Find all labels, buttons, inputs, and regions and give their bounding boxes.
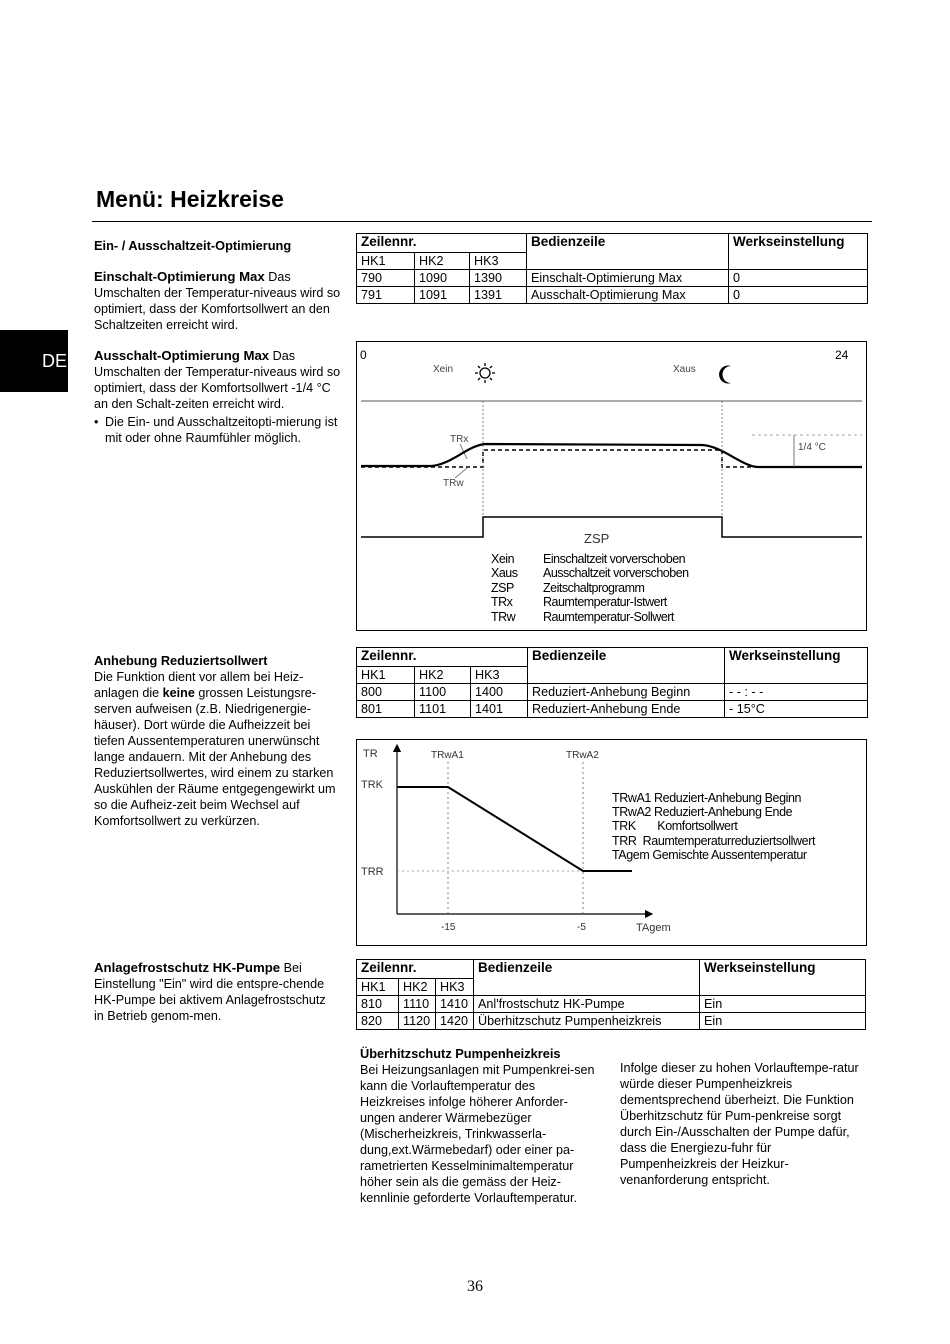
ausschalt-paragraph [94, 348, 344, 412]
legend-text: Einschaltzeit vorverschoben [543, 552, 686, 566]
cell-hk3: 1410 [436, 996, 474, 1013]
reduction-curve [397, 787, 632, 871]
reduction-emphasis: keine [162, 686, 195, 700]
legend-item: TRK Komfortsollwert [612, 819, 738, 833]
header-werkseinstellung: Werkseinstellung [729, 234, 868, 270]
overheat-paragraph-1: Bei Heizungsanlagen mit Pumpenkrei-sen kann die Vorlauftemperatur des Heizkreises infolge höherer Anforder-ungen anderer Wärmebezüger (Mischerheizkreis, Trinkwasserla-dung,ext.Wärmebedarf) oder einer pa-rametrierten Kesselminimaltemperatur höher sein als die gemäss der Heiz-kennlinie geforderte Vorlauftemperatur. [360, 1063, 595, 1205]
cell-line: Reduziert-Anhebung Beginn [528, 684, 725, 701]
trw-pointer [455, 468, 467, 478]
header-hk3: HK3 [436, 979, 474, 996]
zsp-label: ZSP [584, 531, 610, 546]
trw-label: TRw [443, 478, 464, 489]
cell-default: 0 [729, 270, 868, 287]
legend-text: Raumtemperatur-Sollwert [543, 610, 674, 624]
legend-item: TRwA2 Reduziert-Anhebung Ende [612, 805, 793, 819]
reduction-paragraph [94, 669, 344, 829]
reduction-legend [612, 791, 816, 862]
frost-table [356, 959, 866, 1030]
einschalt-term: Einschalt-Optimierung Max [94, 269, 265, 284]
cell-hk2: 1091 [415, 287, 470, 304]
header-hk2: HK2 [415, 667, 471, 684]
cell-hk3: 1391 [470, 287, 527, 304]
header-bedienzeile: Bedienzeile [527, 234, 729, 270]
tr-label: TR [363, 748, 378, 760]
tagem-label: TAgem [636, 922, 671, 934]
axis-start-label: 0 [360, 348, 367, 362]
trk-label: TRK [361, 779, 383, 791]
overheat-heading: Überhitzschutz Pumpenheizkreis [360, 1046, 561, 1061]
cell-line: Einschalt-Optimierung Max [527, 270, 729, 287]
optimization-heading: Ein- / Ausschaltzeit-Optimierung [94, 238, 292, 253]
table-row [357, 270, 868, 287]
frost-description: Bei Einstellung "Ein" wird die entspre-chende HK-Pumpe bei aktivem Anlagefrostschutz in Betrieb genom-men. [94, 961, 326, 1023]
reduction-heading: Anhebung Reduziertsollwert [94, 653, 268, 668]
header-zeilennr: Zeilennr. [357, 234, 527, 253]
reduction-diagram-svg [357, 740, 866, 945]
xein-label: Xein [433, 364, 454, 375]
optimization-diagram-svg [357, 342, 866, 630]
optimization-diagram [356, 341, 867, 631]
header-hk2: HK2 [399, 979, 436, 996]
header-hk2: HK2 [415, 253, 470, 270]
cell-line: Anl'frostschutz HK-Pumpe [474, 996, 700, 1013]
tick-minus15: -15 [441, 922, 456, 933]
cell-hk3: 1401 [471, 701, 528, 718]
table-row [357, 996, 866, 1013]
ausschalt-description: Das Umschalten der Temperatur-niveaus wird so optimiert, dass der Komfortsollwert -1/4 °C an den Schalt-zeiten erreicht wird. [94, 349, 341, 411]
table-row [357, 287, 868, 304]
overheat-paragraph-2: Infolge dieser zu hohen Vorlauftempe-ratur würde dieser Pumpenheizkreis dementsprechend überheizt. Die Funktion Überhitzschutz für Pum-penkreise sorgt durch Ein-/Ausschalten der Pumpe dafür, dass die Energiezu-fuhr für Pumpenheizkreis der Heizkur-venanforderung entspricht. [620, 1061, 859, 1187]
cell-hk1: 801 [357, 701, 415, 718]
optimization-table [356, 233, 868, 304]
optimization-text [94, 238, 344, 446]
legend-key: Xein [491, 552, 515, 566]
cell-hk1: 790 [357, 270, 415, 287]
zsp-program-line [361, 517, 862, 537]
tick-minus5: -5 [577, 922, 586, 933]
language-tab [0, 330, 68, 392]
moon-icon [719, 366, 731, 384]
cell-hk1: 791 [357, 287, 415, 304]
table-row [357, 701, 868, 718]
cell-line: Reduziert-Anhebung Ende [528, 701, 725, 718]
header-zeilennr: Zeilennr. [357, 648, 528, 667]
reduction-text-part2: grossen Leistungsre-serven aufweisen (z.B. Niedrigenergie-häuser). Dort würde die Aufheizzeit bei tiefen Aussentemperaturen unerwünscht lange andauern. Mit der Anhebung des Reduziertsollwertes, wird einem zu starken Auskühlen der Räume entgegengewirkt um so die Aufheiz-zeit beim Wechsel auf Komfortsollwert zu verkürzen. [94, 686, 336, 828]
reduction-text-part1: Die Funktion dient vor allem bei Heiz-anlagen die [94, 670, 304, 700]
legend-key: TRw [491, 610, 516, 624]
header-hk3: HK3 [470, 253, 527, 270]
header-bedienzeile: Bedienzeile [528, 648, 725, 684]
quarter-degree-label: 1/4 °C [798, 442, 826, 453]
cell-line: Überhitzschutz Pumpenheizkreis [474, 1013, 700, 1030]
cell-default: Ein [700, 1013, 866, 1030]
header-hk1: HK1 [357, 667, 415, 684]
trwa1-label: TRwA1 [431, 750, 464, 761]
frost-text [94, 960, 334, 1024]
legend-text: Ausschaltzeit vorverschoben [543, 566, 689, 580]
legend-key: TRx [491, 595, 513, 609]
trr-label: TRR [361, 866, 384, 878]
note-list [94, 414, 344, 446]
header-hk1: HK1 [357, 979, 399, 996]
cell-default: - - : - - [725, 684, 868, 701]
header-hk3: HK3 [471, 667, 528, 684]
xaus-label: Xaus [673, 364, 696, 375]
header-werkseinstellung: Werkseinstellung [700, 960, 866, 996]
legend-item: TRwA1 Reduziert-Anhebung Beginn [612, 791, 802, 805]
cell-hk2: 1101 [415, 701, 471, 718]
cell-hk2: 1110 [399, 996, 436, 1013]
legend-text: Zeitschaltprogramm [543, 581, 645, 595]
optimization-legend [491, 552, 689, 624]
cell-hk1: 800 [357, 684, 415, 701]
overheat-column-2 [620, 1060, 866, 1188]
cell-hk3: 1390 [470, 270, 527, 287]
frost-term: Anlagefrostschutz HK-Pumpe [94, 960, 281, 975]
reduction-diagram [356, 739, 867, 946]
actual-temperature-curve [361, 444, 862, 467]
table-row [357, 684, 868, 701]
trx-label: TRx [450, 434, 469, 445]
legend-item: TAgem Gemischte Aussentemperatur [612, 848, 807, 862]
cell-default: Ein [700, 996, 866, 1013]
einschalt-description: Das Umschalten der Temperatur-niveaus wird so optimiert, dass der Komfortsollwert an den Schaltzeiten erreicht wird. [94, 270, 341, 332]
cell-hk3: 1400 [471, 684, 528, 701]
axis-end-label: 24 [835, 348, 849, 362]
sun-icon [475, 363, 495, 383]
language-tab-label: DE [41, 350, 67, 371]
title-divider [92, 221, 872, 222]
legend-text: Raumtemperatur-Istwert [543, 595, 667, 609]
cell-hk2: 1090 [415, 270, 470, 287]
cell-default: - 15°C [725, 701, 868, 718]
note-item: • Die Ein- und Ausschaltzeitopti-mierung ist mit oder ohne Raumfühler möglich. [94, 414, 344, 446]
cell-hk3: 1420 [436, 1013, 474, 1030]
cell-line: Ausschalt-Optimierung Max [527, 287, 729, 304]
reduction-text [94, 653, 344, 829]
header-hk1: HK1 [357, 253, 415, 270]
trwa2-label: TRwA2 [566, 750, 599, 761]
cell-hk2: 1100 [415, 684, 471, 701]
header-werkseinstellung: Werkseinstellung [725, 648, 868, 684]
overheat-column-1 [360, 1046, 602, 1206]
page-number: 36 [467, 1278, 483, 1295]
cell-hk2: 1120 [399, 1013, 436, 1030]
legend-key: ZSP [491, 581, 514, 595]
ausschalt-term: Ausschalt-Optimierung Max [94, 348, 270, 363]
einschalt-paragraph [94, 269, 344, 333]
header-bedienzeile: Bedienzeile [474, 960, 700, 996]
reduction-table [356, 647, 868, 718]
cell-default: 0 [729, 287, 868, 304]
header-zeilennr: Zeilennr. [357, 960, 474, 979]
page-title: Menü: Heizkreise [96, 186, 284, 212]
legend-item: TRR Raumtemperaturreduziertsollwert [612, 834, 816, 848]
cell-hk1: 820 [357, 1013, 399, 1030]
legend-key: Xaus [491, 566, 518, 580]
cell-hk1: 810 [357, 996, 399, 1013]
table-row [357, 1013, 866, 1030]
